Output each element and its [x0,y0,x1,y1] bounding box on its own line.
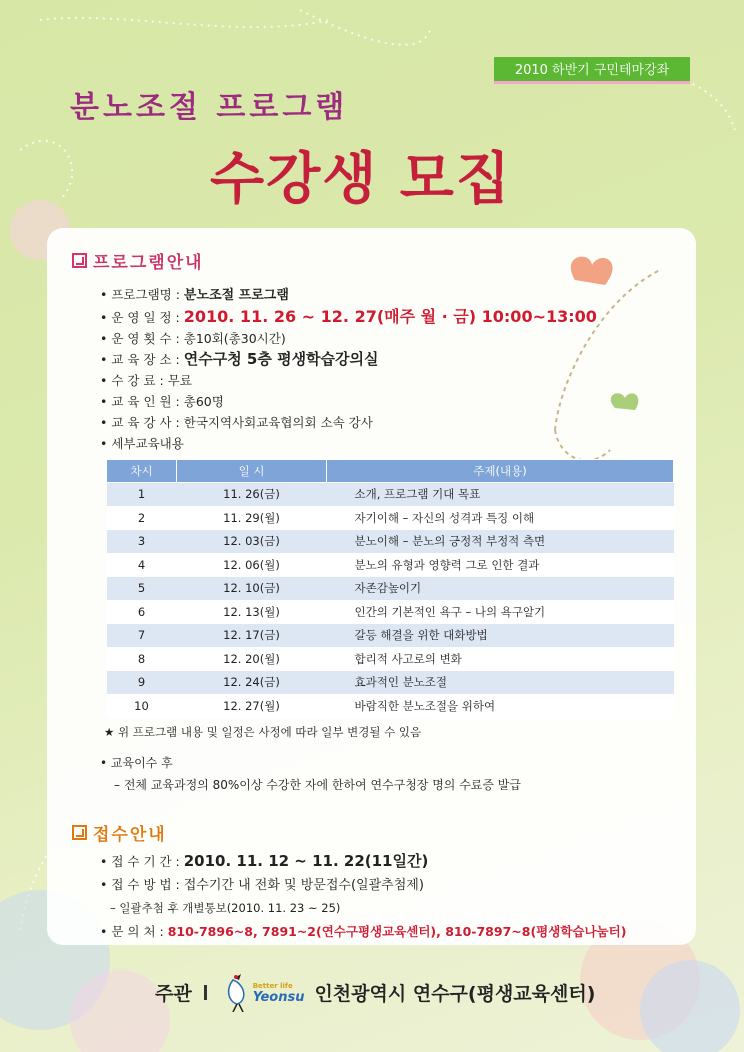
table-row [107,506,674,530]
table-cell: 인간의 기본적인 욕구 – 나의 욕구알기 [327,600,674,624]
completion-label: • 교육이수 후 [100,756,173,770]
info-value: 총60명 [183,394,224,409]
organization-name: 인천광역시 연수구(평생교육센터) [314,982,596,1005]
table-cell: 10 [107,694,177,718]
table-row [107,671,674,695]
completion-text: – 전체 교육과정의 80%이상 수강한 자에 한하여 연수구청장 명의 수료증 발급 [114,778,521,792]
table-header-cell: 차시 [107,460,177,483]
table-row [107,624,674,648]
table-header-cell: 주제(내용) [327,460,674,483]
table-cell: 5 [107,577,177,601]
registration-info-heading-text: 접수안내 [93,825,167,845]
table-cell: 분노이해 – 분노의 긍정적 부정적 측면 [327,530,674,554]
info-detail-label: • 세부교육내용 [100,436,184,451]
info-value: 무료 [167,373,192,388]
program-info-heading-text: 프로그램안내 [93,253,204,273]
yeonsu-logo [219,972,305,1012]
table-cell: 자기이해 – 자신의 성격과 특징 이해 [327,506,674,530]
info-label: • 문 의 처 : [100,924,164,939]
table-cell: 12. 20(월) [177,647,327,671]
table-cell: 6 [107,600,177,624]
crane-icon [219,972,253,1012]
info-label: • 접 수 기 간 : [100,854,180,869]
info-value: 한국지역사회교육협의회 소속 강사 [183,415,373,430]
table-row [107,530,674,554]
table-cell: 7 [107,624,177,648]
program-info-list [100,284,660,454]
contact-info [100,920,660,943]
info-value: 분노조절 프로그램 [183,288,289,303]
info-label: • 운 영 일 정 : [100,310,180,325]
info-label: • 프로그램명 : [100,287,180,302]
recruitment-title: 수강생 모집 [210,147,512,212]
logo-text: Yeonsu [252,990,305,1005]
table-cell: 9 [107,671,177,695]
semester-badge: 2010 하반기 구민테마강좌 [494,57,690,84]
info-value: 총10회(총30시간) [183,331,286,346]
host-label: 주관 [155,982,192,1005]
footer [155,968,595,1016]
program-title: 분노조절 프로그램 [70,90,349,125]
table-cell: 자존감높이기 [327,577,674,601]
table-row [107,694,674,718]
table-header-cell: 일 시 [177,460,327,483]
table-cell: 12. 17(금) [177,624,327,648]
schedule-change-note: ★ 위 프로그램 내용 및 일정은 사정에 따라 일부 변경될 수 있음 [104,725,422,739]
info-instructor [100,412,660,433]
info-location [100,349,660,370]
info-label: • 교 육 장 소 : [100,352,180,367]
table-cell: 11. 29(월) [177,506,327,530]
info-label: • 수 강 료 : [100,373,164,388]
info-value: 2010. 11. 26 ~ 12. 27(매주 월 · 금) 10:00~13:00 [183,307,597,326]
table-row [107,577,674,601]
table-row [107,553,674,577]
info-value: 접수기간 내 전화 및 방문접수(일괄추첨제) [183,878,424,893]
table-header-row [107,460,674,483]
arrow-box-icon [72,253,87,268]
table-cell: 12. 13(월) [177,600,327,624]
table-cell: 4 [107,553,177,577]
lottery-note: – 일괄추첨 후 개별통보(2010. 11. 23 ~ 25) [110,901,341,915]
info-capacity [100,391,660,412]
schedule-table [106,459,674,718]
table-cell: 분노의 유형과 영향력 그로 인한 결과 [327,553,674,577]
registration-method [100,873,660,897]
info-schedule [100,306,660,328]
table-cell: 3 [107,530,177,554]
info-fee [100,370,660,391]
info-label: • 운 영 횟 수 : [100,331,180,346]
registration-period [100,850,660,873]
info-value: 2010. 11. 12 ~ 11. 22(11일간) [183,852,429,870]
arrow-box-icon [72,825,87,840]
program-info-heading [72,248,204,273]
info-label: • 교 육 강 사 : [100,415,180,430]
table-cell: 2 [107,506,177,530]
table-cell: 바람직한 분노조절을 위하여 [327,694,674,718]
table-cell: 12. 24(금) [177,671,327,695]
info-program-name [100,284,660,306]
table-cell: 11. 26(금) [177,483,327,507]
footer-divider [204,985,207,1000]
table-cell: 12. 10(금) [177,577,327,601]
table-cell: 1 [107,483,177,507]
completion-info [100,752,660,796]
registration-info-heading [72,820,167,845]
contact-value: 810-7896~8, 7891~2(연수구평생교육센터), 810-7897~8(평생학습나눔터) [167,924,627,939]
table-cell: 갈등 해결을 위한 대화방법 [327,624,674,648]
table-cell: 12. 06(월) [177,553,327,577]
table-cell: 소개, 프로그램 기대 목표 [327,483,674,507]
info-label: • 교 육 인 원 : [100,394,180,409]
table-row [107,647,674,671]
info-label: • 접 수 방 법 : [100,877,180,892]
table-cell: 8 [107,647,177,671]
table-cell: 12. 27(월) [177,694,327,718]
table-cell: 합리적 사고로의 변화 [327,647,674,671]
info-sessions [100,328,660,349]
registration-info-list [100,850,660,943]
table-cell: 효과적인 분노조절 [327,671,674,695]
table-row [107,483,674,507]
table-row [107,600,674,624]
table-cell: 12. 03(금) [177,530,327,554]
logo-tagline: Better life [252,982,293,990]
info-value: 연수구청 5층 평생학습강의실 [183,350,379,368]
